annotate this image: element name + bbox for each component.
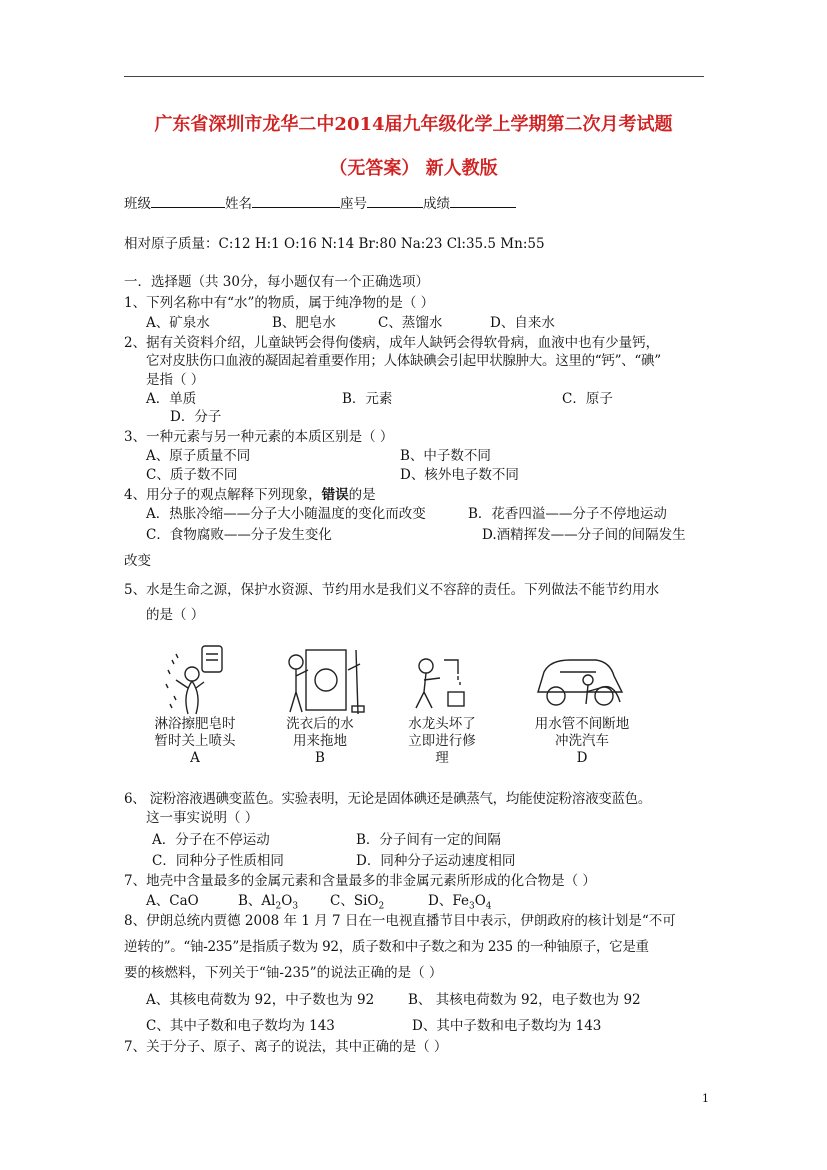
q6-option-d: D．同种分子运动速度相同 [356, 853, 516, 869]
name-label: 姓名 [225, 196, 252, 212]
q4-option-a: A．热胀冷缩——分子大小随温度的变化而改变 [146, 506, 426, 522]
q1-option-b: B、肥皂水 [272, 315, 336, 331]
q8-line1: 8、伊朗总统内贾德 2008 年 1 月 7 日在一电视直播节目中表示，伊朗政府的核计划是“不可 [124, 913, 676, 929]
q1-option-a: A、矿泉水 [146, 315, 210, 331]
header-rule [124, 76, 704, 77]
shower-head [202, 646, 222, 672]
q6-option-b: B．分子间有一定的间隔 [356, 832, 501, 848]
q2-line3: 是指（ ） [146, 372, 205, 388]
q2-line2: 它对皮肤伤口血液的凝固起着重要作用；人体缺碘会引起甲状腺肿大。这里的“钙”、“碘” [146, 353, 661, 369]
q7-option-d: D、$Fe_3O_4$ [428, 893, 492, 912]
student-info-line [124, 192, 516, 212]
seat-label: 座号 [340, 196, 367, 212]
q8-line3: 要的核燃料，下列关于“铀-235”的说法正确的是（ ） [124, 965, 443, 981]
pic-d-caption: 用水管不间断地 冲洗汽车 D [534, 716, 630, 766]
faucet-repair-picture [404, 650, 470, 712]
pic-c-caption: 水龙头坏了 立即进行修 理 [408, 716, 476, 766]
q3-stem: 3、一种元素与另一种元素的本质区别是（ ） [124, 429, 394, 445]
q7-option-a: A、CaO [146, 893, 199, 909]
q7-option-c: C、SiO$_2$ [330, 893, 385, 912]
q6-option-c: C．同种分子性质相同 [152, 853, 284, 869]
q7-option-b: B、$Al_2O_3$ [238, 893, 299, 912]
q6-line1: 6、 淀粉溶液遇碘变蓝色。实验表明，无论是固体碘还是碘蒸气，均能使淀粉溶液变蓝色。 [124, 791, 652, 807]
q6-option-a: A．分子在不停运动 [152, 832, 270, 848]
class-label: 班级 [124, 196, 151, 212]
q4-emphasis: 错误 [321, 487, 349, 503]
q1-option-d: D、自来水 [490, 315, 555, 331]
pic-b-caption: 洗衣后的水 用来拖地 B [286, 716, 354, 766]
q2-line1: 2、据有关资料介绍，儿童缺钙会得佝偻病，成年人缺钙会得软骨病，血液中也有少量钙， [124, 335, 660, 351]
q1-option-c: C、蒸馏水 [378, 315, 443, 331]
section-heading: 一．选择题（共 30分，每小题仅有一个正确选项） [124, 274, 429, 290]
score-label: 成绩 [423, 196, 450, 212]
class-blank[interactable] [151, 194, 225, 208]
laundry-mop-picture [278, 640, 368, 720]
q5-line2: 的是（ ） [146, 607, 205, 623]
name-blank[interactable] [252, 194, 340, 208]
q2-option-a: A．单质 [146, 391, 197, 407]
q8-option-a: A、其核电荷数为 92，中子数也为 92 [146, 992, 375, 1008]
q4-option-d-cont: 改变 [124, 553, 151, 569]
pic-a-caption: 淋浴擦肥皂时 暂时关上喷头 A [154, 716, 236, 766]
doc-title-line1: 广东省深圳市龙华二中2014届九年级化学上学期第二次月考试题 [154, 114, 673, 135]
q5-line1: 5、水是生命之源，保护水资源、节约用水是我们义不容辞的责任。下列做法不能节约用水 [124, 582, 660, 598]
q2-option-b: B．元素 [342, 391, 393, 407]
seat-blank[interactable] [367, 194, 423, 208]
q3-option-b: B、中子数不同 [400, 448, 491, 464]
q6-line2: 这一事实说明（ ） [146, 810, 259, 826]
q3-option-c: C、质子数不同 [146, 467, 238, 483]
q8-option-c: C、其中子数和电子数均为 143 [146, 1018, 335, 1034]
score-blank[interactable] [450, 194, 516, 208]
q8-line2: 逆转的”。“铀-235”是指质子数为 92，质子数和中子数之和为 235 的一种铀原子，它是重 [124, 939, 649, 955]
q2-option-d: D．分子 [170, 409, 222, 425]
q1-stem: 1、下列名称中有“水”的物质，属于纯净物的是（ ） [124, 295, 435, 311]
q7-stem: 7、地壳中含量最多的金属元素和含量最多的非金属元素所形成的化合物是（ ） [124, 873, 596, 889]
q9-stem: 7、关于分子、原子、离子的说法，其中正确的是（ ） [124, 1039, 448, 1055]
q8-option-d: D、其中子数和电子数均为 143 [412, 1018, 602, 1034]
q2-option-c: C．原子 [562, 391, 613, 407]
q4-option-b: B．花香四溢——分子不停地运动 [468, 506, 667, 522]
shower-picture [158, 640, 238, 718]
washing-machine [306, 650, 346, 710]
car-washing-picture [530, 642, 630, 714]
q3-option-d: D、核外电子数不同 [400, 467, 519, 483]
faucet [444, 660, 458, 674]
q4-option-d: D.酒精挥发——分子间的间隔发生 [482, 527, 686, 543]
atomic-mass-line: 相对原子质量：C:12 H:1 O:16 N:14 Br:80 Na:23 Cl:35.5 Mn:55 [124, 236, 545, 252]
q8-option-b: B、 其核电荷数为 92，电子数也为 92 [408, 992, 641, 1008]
page-number: 1 [702, 1092, 709, 1105]
q3-option-a: A、原子质量不同 [146, 448, 251, 464]
doc-title-line2: （无答案） 新人教版 [329, 158, 498, 179]
q4-option-c: C．食物腐败——分子发生变化 [146, 527, 332, 543]
q4-stem: 4、用分子的观点解释下列现象，错误的是 [124, 487, 376, 503]
